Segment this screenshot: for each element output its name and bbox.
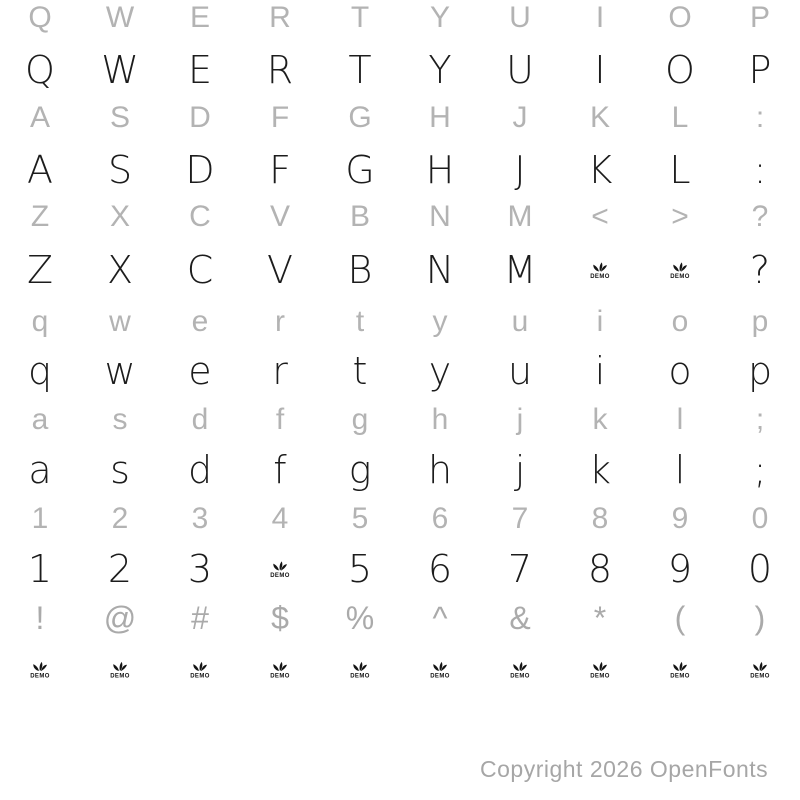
glyph-cell: h: [427, 448, 453, 492]
glyph-cell: e: [188, 349, 212, 393]
fleuron-ornament-icon: [751, 661, 769, 673]
glyph-row-demo-marks: [0, 661, 800, 680]
glyph-cell: o: [671, 305, 689, 338]
glyph-cell: F: [269, 148, 291, 192]
glyph-cell: V: [269, 200, 290, 233]
demo-placeholder-label: DEMO: [30, 673, 50, 680]
glyph-cell: A: [27, 148, 53, 192]
demo-placeholder-label: DEMO: [590, 673, 610, 680]
glyph-cell: y: [432, 305, 448, 338]
glyph-cell: d: [187, 448, 213, 492]
fleuron-ornament-icon: [431, 661, 449, 673]
glyph-cell: 7: [511, 502, 529, 535]
glyph-cell: H: [425, 148, 455, 192]
glyph-cell: p: [747, 349, 773, 393]
demo-placeholder-label: DEMO: [670, 673, 690, 680]
glyph-cell: B: [347, 248, 373, 292]
glyph-row-ghost-lower-top: [0, 307, 800, 337]
glyph-cell: C: [189, 200, 211, 233]
glyph-row-demo-lower-home: [0, 448, 800, 492]
glyph-row-demo-lower-top: [0, 349, 800, 393]
fleuron-ornament-icon: [351, 661, 369, 673]
glyph-cell: T: [348, 48, 372, 92]
glyph-cell: H: [429, 101, 451, 134]
demo-placeholder-label: DEMO: [190, 673, 210, 680]
glyph-cell: 8: [587, 547, 613, 591]
fleuron-ornament-icon: [671, 261, 689, 273]
glyph-cell: R: [266, 48, 294, 92]
glyph-cell: 3: [191, 502, 209, 535]
demo-placeholder-glyph: [590, 261, 610, 280]
fleuron-ornament-icon: [31, 661, 49, 673]
glyph-cell: $: [271, 600, 289, 636]
glyph-cell: 1: [27, 547, 53, 591]
glyph-cell: ?: [749, 248, 771, 292]
fleuron-ornament-icon: [191, 661, 209, 673]
glyph-cell: M: [507, 200, 533, 233]
demo-placeholder-label: DEMO: [270, 673, 290, 680]
glyph-cell: &: [509, 600, 531, 636]
glyph-cell: k: [592, 403, 608, 436]
glyph-cell: (: [674, 600, 686, 636]
glyph-cell: G: [345, 148, 375, 192]
glyph-cell: Y: [429, 1, 450, 34]
glyph-cell: Q: [28, 1, 52, 34]
demo-placeholder-glyph: [190, 661, 210, 680]
demo-placeholder-label: DEMO: [670, 273, 690, 280]
glyph-cell: G: [348, 101, 372, 134]
demo-placeholder-glyph: [670, 261, 690, 280]
glyph-cell: 2: [111, 502, 129, 535]
glyph-cell: #: [191, 600, 209, 636]
glyph-cell: V: [267, 248, 293, 292]
fleuron-ornament-icon: [511, 661, 529, 673]
glyph-cell: U: [509, 1, 531, 34]
glyph-cell: K: [589, 101, 610, 134]
glyph-cell: a: [28, 448, 52, 492]
glyph-cell: r: [275, 305, 285, 338]
glyph-cell: Z: [26, 248, 54, 292]
glyph-cell: l: [674, 448, 686, 492]
glyph-cell: X: [109, 200, 130, 233]
glyph-cell: o: [668, 349, 692, 393]
glyph-cell: t: [352, 349, 368, 393]
glyph-cell: E: [187, 48, 212, 92]
glyph-row-ghost-caps-top: [0, 3, 800, 33]
glyph-cell: J: [514, 148, 526, 192]
glyph-cell-demo-placeholder: [240, 661, 320, 680]
glyph-cell: u: [511, 305, 529, 338]
glyph-cell: P: [749, 1, 770, 34]
demo-placeholder-glyph: [110, 661, 130, 680]
glyph-cell: :: [753, 148, 767, 192]
fleuron-ornament-icon: [111, 661, 129, 673]
demo-placeholder-label: DEMO: [750, 673, 770, 680]
glyph-cell: 8: [591, 502, 609, 535]
glyph-cell: h: [431, 403, 449, 436]
fleuron-ornament-icon: [271, 560, 289, 572]
glyph-cell: r: [272, 349, 288, 393]
glyph-cell: C: [186, 248, 214, 292]
glyph-cell: 2: [107, 547, 133, 591]
glyph-cell-demo-placeholder: [0, 661, 80, 680]
fleuron-ornament-icon: [591, 661, 609, 673]
glyph-cell: I: [594, 48, 606, 92]
glyph-cell: >: [671, 200, 689, 233]
glyph-cell-demo-placeholder: [320, 661, 400, 680]
glyph-cell: D: [185, 148, 215, 192]
glyph-cell: q: [31, 305, 49, 338]
glyph-cell: 3: [187, 547, 213, 591]
demo-placeholder-label: DEMO: [510, 673, 530, 680]
demo-placeholder-label: DEMO: [590, 273, 610, 280]
demo-placeholder-glyph: [270, 560, 290, 579]
glyph-cell-demo-placeholder: [560, 261, 640, 280]
demo-placeholder-glyph: [750, 661, 770, 680]
glyph-cell: u: [507, 349, 533, 393]
glyph-cell: 6: [431, 502, 449, 535]
glyph-cell: R: [269, 1, 291, 34]
glyph-cell: S: [109, 101, 130, 134]
glyph-cell: O: [668, 1, 692, 34]
glyph-cell: 5: [347, 547, 373, 591]
glyph-row-demo-caps-top: [0, 48, 800, 92]
demo-placeholder-glyph: [30, 661, 50, 680]
demo-placeholder-glyph: [350, 661, 370, 680]
glyph-cell: 9: [671, 502, 689, 535]
glyph-cell: q: [27, 349, 53, 393]
glyph-cell: A: [29, 101, 50, 134]
glyph-cell: f: [275, 403, 285, 436]
glyph-cell: F: [270, 101, 290, 134]
glyph-cell: N: [429, 200, 451, 233]
glyph-cell: !: [35, 600, 45, 636]
glyph-cell-demo-placeholder: [640, 661, 720, 680]
glyph-cell: s: [112, 403, 128, 436]
glyph-cell: 4: [271, 502, 289, 535]
glyph-cell: ^: [432, 600, 448, 636]
glyph-row-ghost-digits: [0, 504, 800, 534]
glyph-row-ghost-caps-bottom: [0, 202, 800, 232]
glyph-cell: @: [103, 600, 137, 636]
demo-placeholder-glyph: [430, 661, 450, 680]
glyph-cell: ;: [755, 403, 765, 436]
demo-placeholder-label: DEMO: [430, 673, 450, 680]
glyph-cell: Y: [428, 48, 452, 92]
glyph-cell: i: [594, 349, 606, 393]
glyph-cell: Z: [30, 200, 50, 233]
glyph-cell: w: [104, 349, 136, 393]
glyph-cell: M: [503, 248, 537, 292]
demo-placeholder-label: DEMO: [350, 673, 370, 680]
glyph-cell: W: [101, 48, 139, 92]
glyph-cell: ): [754, 600, 766, 636]
demo-placeholder-label: DEMO: [270, 572, 290, 579]
glyph-cell: s: [110, 448, 130, 492]
glyph-cell: t: [355, 305, 365, 338]
glyph-cell: l: [676, 403, 684, 436]
glyph-cell: T: [350, 1, 370, 34]
glyph-cell: B: [349, 200, 370, 233]
glyph-cell: <: [591, 200, 609, 233]
glyph-cell: 9: [667, 547, 693, 591]
glyph-row-ghost-lower-home: [0, 405, 800, 435]
glyph-cell: 5: [351, 502, 369, 535]
glyph-cell-demo-placeholder: [560, 661, 640, 680]
glyph-cell: a: [31, 403, 49, 436]
glyph-row-demo-caps-bottom: [0, 248, 800, 292]
glyph-cell: W: [105, 1, 135, 34]
demo-placeholder-glyph: [270, 661, 290, 680]
demo-placeholder-glyph: [590, 661, 610, 680]
glyph-cell: I: [595, 1, 605, 34]
glyph-cell: d: [191, 403, 209, 436]
glyph-row-ghost-caps-home: [0, 103, 800, 133]
glyph-cell: N: [425, 248, 455, 292]
demo-placeholder-label: DEMO: [110, 673, 130, 680]
glyph-cell: E: [189, 1, 210, 34]
glyph-cell: K: [587, 148, 613, 192]
demo-placeholder-glyph: [510, 661, 530, 680]
glyph-cell: p: [751, 305, 769, 338]
glyph-cell-demo-placeholder: [400, 661, 480, 680]
glyph-cell-demo-placeholder: [160, 661, 240, 680]
glyph-row-ghost-symbols: [0, 602, 800, 634]
glyph-cell: g: [351, 403, 369, 436]
glyph-cell: L: [671, 101, 689, 134]
glyph-cell: w: [109, 305, 131, 338]
glyph-cell: 0: [751, 502, 769, 535]
demo-placeholder-glyph: [670, 661, 690, 680]
glyph-row-demo-digits: [0, 547, 800, 591]
glyph-cell: D: [189, 101, 211, 134]
glyph-cell: 0: [747, 547, 773, 591]
glyph-cell: L: [669, 148, 691, 192]
glyph-cell: U: [506, 48, 534, 92]
glyph-cell: O: [665, 48, 695, 92]
glyph-cell: :: [755, 101, 765, 134]
glyph-cell-demo-placeholder: [480, 661, 560, 680]
glyph-cell: 7: [507, 547, 533, 591]
glyph-cell: g: [348, 448, 372, 492]
glyph-cell: e: [191, 305, 209, 338]
fleuron-ornament-icon: [671, 661, 689, 673]
glyph-cell: *: [593, 600, 607, 636]
glyph-cell: ;: [753, 448, 767, 492]
glyph-cell-demo-placeholder: [80, 661, 160, 680]
glyph-cell: 1: [31, 502, 49, 535]
glyph-cell: j: [516, 403, 524, 436]
glyph-row-demo-caps-home: [0, 148, 800, 192]
glyph-cell: k: [588, 448, 611, 492]
glyph-cell: ?: [751, 200, 769, 233]
glyph-cell: y: [428, 349, 452, 393]
glyph-cell: X: [106, 248, 134, 292]
glyph-cell: 6: [427, 547, 453, 591]
fleuron-ornament-icon: [271, 661, 289, 673]
glyph-cell: J: [512, 101, 528, 134]
glyph-cell: S: [107, 148, 133, 192]
glyph-cell-demo-placeholder: [240, 560, 320, 579]
fleuron-ornament-icon: [591, 261, 609, 273]
glyph-cell-demo-placeholder: [720, 661, 800, 680]
glyph-cell: %: [345, 600, 375, 636]
glyph-cell: i: [596, 305, 604, 338]
glyph-cell: P: [748, 48, 772, 92]
glyph-cell: j: [514, 448, 526, 492]
glyph-cell: Q: [25, 48, 55, 92]
glyph-cell-demo-placeholder: [640, 261, 720, 280]
glyph-cell: f: [273, 448, 287, 492]
copyright-watermark: Copyright 2026 OpenFonts: [480, 756, 769, 782]
